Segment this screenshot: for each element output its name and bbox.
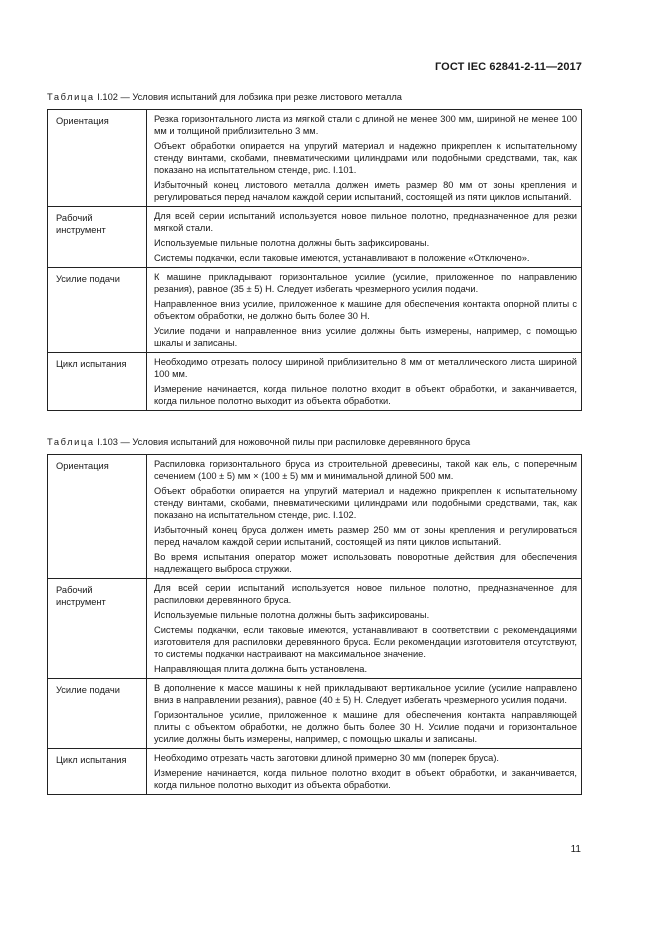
paragraph: Направляющая плита должна быть установлена. xyxy=(154,664,368,674)
paragraph: Необходимо отрезать часть заготовки длиной примерно 30 мм (поперек бруса). xyxy=(154,753,500,763)
row-label: Ориентация xyxy=(48,455,147,579)
row-content xyxy=(147,207,582,268)
row-label: Усилие подачи xyxy=(48,679,147,749)
paragraph: Используемые пильные полотна должны быть зафиксированы. xyxy=(154,610,430,620)
paragraph: Системы подкачки, если таковые имеются, устанавливают в соответствии с рекомендациями изготовителя для распиловки деревянного бруса. Если рекомендации изготовителя отсутствуют, то системы подкачки настраивают на максимальное значение. xyxy=(154,625,577,659)
table-row xyxy=(48,110,582,207)
table-caption xyxy=(47,92,402,102)
table-row xyxy=(48,579,582,679)
table-row xyxy=(48,679,582,749)
paragraph: Избыточный конец листового металла должен иметь размер 80 мм от зоны крепления и регулироваться перед началом каждой серии испытаний, состоящей из пяти циклов испытаний. xyxy=(154,180,577,202)
row-content xyxy=(147,579,582,679)
row-label: Цикл испытания xyxy=(48,353,147,411)
row-label: Цикл испытания xyxy=(48,749,147,795)
caption-text: I.103 — Условия испытаний для ножовочной пилы при распиловке деревянного бруса xyxy=(94,437,471,447)
table-row xyxy=(48,207,582,268)
caption-prefix: Таблица xyxy=(47,92,95,102)
table-row xyxy=(48,749,582,795)
table-caption xyxy=(47,437,470,447)
paragraph: К машине прикладывают горизонтальное усилие (усилие, приложенное по направлению резания), равное (35 ± 5) Н. Следует избегать чрезмерного усилия подачи. xyxy=(154,272,577,294)
paragraph: Измерение начинается, когда пильное полотно входит в объект обработки, и заканчивается, когда пильное полотно выходит из объекта обработки. xyxy=(154,384,577,406)
paragraph: Во время испытания оператор может использовать поворотные действия для обеспечения надлежащего выброса стружки. xyxy=(154,552,577,574)
paragraph: Горизонтальное усилие, приложенное к машине для обеспечения контакта направляющей плиты с объектом обработки, не должно быть более 30 Н. Усилие подачи и горизонтальное усилие должны быть измерены, например, с помощью шкалы и записаны. xyxy=(154,710,577,744)
paragraph: Для всей серии испытаний используется новое пильное полотно, предназначенное для резки мягкой стали. xyxy=(154,211,577,233)
document-header: ГОСТ IEC 62841-2-11—2017 xyxy=(434,61,582,73)
paragraph: Используемые пильные полотна должны быть зафиксированы. xyxy=(154,238,430,248)
paragraph: В дополнение к массе машины к ней прикладывают вертикальное усилие (усилие направлено вниз в направлении резания), равное (40 ± 5) Н. Следует избегать чрезмерного усилия подачи. xyxy=(154,683,577,705)
row-content xyxy=(147,455,582,579)
paragraph: Резка горизонтального листа из мягкой стали с длиной не менее 300 мм, шириной не менее 100 мм и толщиной приблизительно 3 мм. xyxy=(154,114,577,136)
row-label: Ориентация xyxy=(48,110,147,207)
paragraph: Измерение начинается, когда пильное полотно входит в объект обработки, и заканчивается, когда пильное полотно выходит из объекта обработки. xyxy=(154,768,577,790)
paragraph: Объект обработки опирается на упругий материал и надежно прикреплен к испытательному стенду винтами, скобами, пневматическими цилиндрами или подобными средствами, так, как показано на испытательном стенде, рис. I.101. xyxy=(154,141,577,175)
paragraph: Объект обработки опирается на упругий материал и надежно прикреплен к испытательному стенду винтами, скобами, пневматическими цилиндрами или подобными средствами, так, как показано на испытательном стенде, рис. I.102. xyxy=(154,486,577,520)
row-content xyxy=(147,268,582,353)
row-label: Усилие подачи xyxy=(48,268,147,353)
row-content xyxy=(147,749,582,795)
table-row xyxy=(48,353,582,411)
test-conditions-table xyxy=(47,454,582,795)
row-label: Рабочий инструмент xyxy=(48,207,147,268)
paragraph: Распиловка горизонтального бруса из строительной древесины, такой как ель, с поперечным сечением (100 ± 5) мм × (100 ± 5) мм и минимальной длиной 500 мм. xyxy=(154,459,577,481)
row-content xyxy=(147,679,582,749)
caption-prefix: Таблица xyxy=(47,437,95,447)
row-label: Рабочий инструмент xyxy=(48,579,147,679)
paragraph: Направленное вниз усилие, приложенное к машине для обеспечения контакта опорной плиты с объектом обработки, не должно быть более 30 Н. xyxy=(154,299,577,321)
table-row xyxy=(48,455,582,579)
page-number: 11 xyxy=(570,844,581,855)
caption-text: I.102 — Условия испытаний для лобзика при резке листового металла xyxy=(94,92,402,102)
row-content xyxy=(147,353,582,411)
row-content xyxy=(147,110,582,207)
paragraph: Необходимо отрезать полосу шириной приблизительно 8 мм от металлического листа шириной 100 мм. xyxy=(154,357,577,379)
paragraph: Системы подкачки, если таковые имеются, устанавливают в положение «Отключено». xyxy=(154,253,530,263)
test-conditions-table xyxy=(47,109,582,411)
table-row xyxy=(48,268,582,353)
paragraph: Усилие подачи и направленное вниз усилие должны быть измерены, например, с помощью шкалы и записаны. xyxy=(154,326,577,348)
paragraph: Для всей серии испытаний используется новое пильное полотно, предназначенное для распиловки деревянного бруса. xyxy=(154,583,577,605)
paragraph: Избыточный конец бруса должен иметь размер 250 мм от зоны крепления и регулироваться перед началом каждой серии испытаний, состоящей из пяти циклов испытаний. xyxy=(154,525,577,547)
